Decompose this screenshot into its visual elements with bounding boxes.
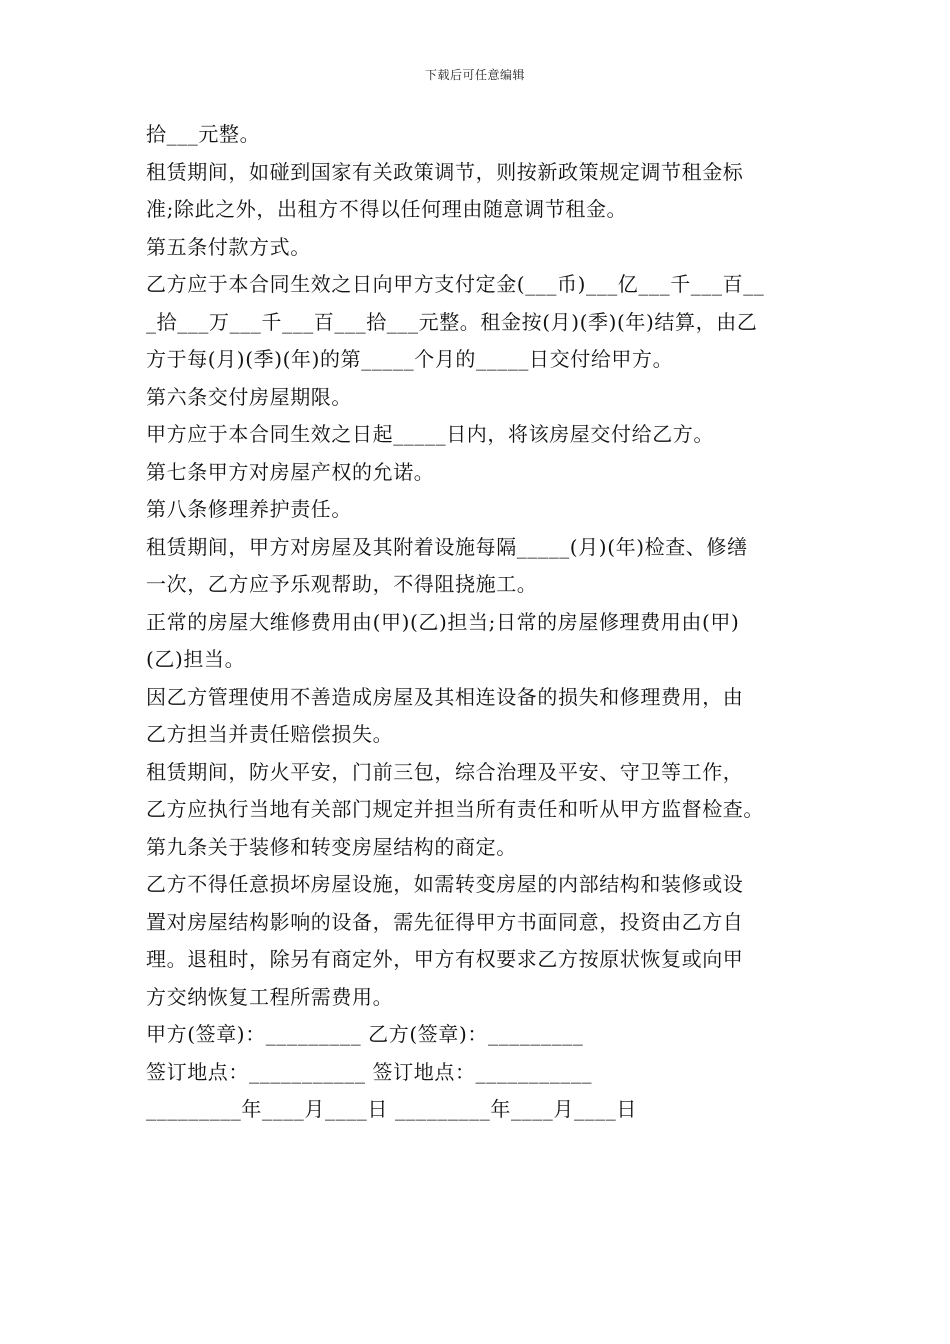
text-line: 方交纳恢复工程所需费用。 bbox=[146, 984, 394, 1009]
section-heading: 第七条甲方对房屋产权的允诺。 bbox=[146, 459, 435, 484]
signing-place-line: 签订地点：___________ 签订地点：___________ bbox=[146, 1059, 593, 1084]
text-line: 方于每(月)(季)(年)的第_____个月的_____日交付给甲方。 bbox=[146, 347, 674, 371]
section-heading: 第六条交付房屋期限。 bbox=[146, 384, 352, 409]
text-line: 乙方应于本合同生效之日向甲方支付定金(___币)___亿___千___百__ bbox=[146, 272, 765, 296]
text-line: (乙)担当。 bbox=[146, 647, 246, 671]
text-line: 租赁期间，甲方对房屋及其附着设施每隔_____(月)(年)检查、修缮 bbox=[146, 534, 748, 559]
text-line: 租赁期间，如碰到国家有关政策调节，则按新政策规定调节租金标 bbox=[146, 159, 744, 184]
text-line: 置对房屋结构影响的设备，需先征得甲方书面同意，投资由乙方自 bbox=[146, 909, 744, 934]
text-line: 租赁期间，防火平安，门前三包，综合治理及平安、守卫等工作， bbox=[146, 759, 744, 784]
text-line: _拾___万___千___百___拾___元整。租金按(月)(季)(年)结算，由乙 bbox=[146, 309, 758, 334]
text-line: 正常的房屋大维修费用由(甲)(乙)担当;日常的房屋修理费用由(甲) bbox=[146, 609, 740, 634]
text-line: 乙方应执行当地有关部门规定并担当所有责任和听从甲方监督检查。 bbox=[146, 797, 764, 821]
section-heading: 第五条付款方式。 bbox=[146, 234, 311, 259]
text-line: 乙方不得任意损坏房屋设施，如需转变房屋的内部结构和装修或设 bbox=[146, 872, 744, 896]
document-body bbox=[146, 116, 808, 1129]
text-line: 拾___元整。 bbox=[146, 122, 261, 146]
signature-line: 甲方(签章)：_________ 乙方(签章)：_________ bbox=[146, 1022, 584, 1046]
date-line: _________年____月____日 _________年____月____日 bbox=[146, 1097, 637, 1121]
text-line: 理。退租时，除另有商定外，甲方有权要求乙方按原状恢复或向甲 bbox=[146, 947, 744, 971]
page-header: 下载后可任意编辑 bbox=[424, 68, 525, 82]
section-heading: 第九条关于装修和转变房屋结构的商定。 bbox=[146, 834, 517, 859]
text-line: 因乙方管理使用不善造成房屋及其相连设备的损失和修理费用，由 bbox=[146, 684, 744, 709]
text-line: 甲方应于本合同生效之日起_____日内，将该房屋交付给乙方。 bbox=[146, 422, 714, 446]
text-line: 一次，乙方应予乐观帮助，不得阻挠施工。 bbox=[146, 572, 538, 596]
text-line: 乙方担当并责任赔偿损失。 bbox=[146, 722, 394, 746]
section-heading: 第八条修理养护责任。 bbox=[146, 497, 352, 521]
text-line: 准;除此之外，出租方不得以任何理由随意调节租金。 bbox=[146, 197, 628, 221]
